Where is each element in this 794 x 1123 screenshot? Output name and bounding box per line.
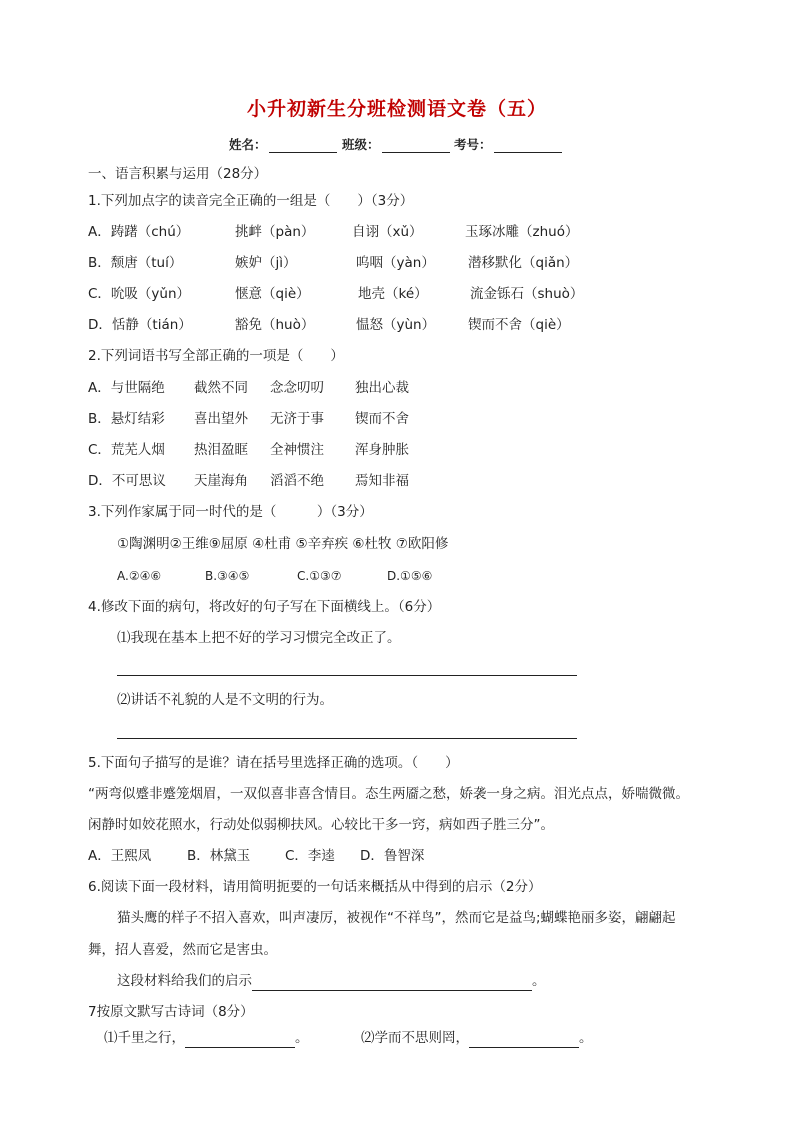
- exam-no-field: [454, 135, 562, 153]
- name-label: 姓名：: [229, 137, 267, 152]
- page-title: 小升初新生分班检测语文卷（五）: [246, 98, 547, 120]
- q2-option: C．荒芜人烟: [88, 442, 165, 458]
- q5-option: C．李逵: [285, 848, 335, 864]
- q7-item-2: [361, 1028, 593, 1048]
- q1-option: 豁免（huò）: [235, 317, 315, 333]
- q5-option: A．王熙凤: [88, 848, 152, 864]
- q7-item-1: [104, 1028, 309, 1048]
- class-field: [342, 135, 450, 153]
- exam-no-label: 考号：: [454, 137, 492, 152]
- q2-option: D．不可思议: [88, 473, 166, 489]
- q2-option: 天崖海角: [194, 473, 248, 489]
- q6-answer-prefix: 这段材料给我们的启示: [117, 973, 252, 989]
- q4-sentence-2: ⑵讲话不礼貌的人是不文明的行为。: [117, 692, 333, 708]
- name-field: [229, 135, 337, 153]
- q6-answer-row: [117, 971, 546, 991]
- q7-item-1-suffix: 。: [295, 1030, 309, 1046]
- q2-option: 喜出望外: [194, 411, 248, 427]
- q5-quote-line-2: 闲静时如姣花照水，行动处似弱柳扶风。心较比干多一窍，病如西子胜三分”。: [88, 817, 554, 833]
- class-label: 班级：: [342, 137, 380, 152]
- q2-option: 滔滔不绝: [270, 473, 324, 489]
- q3-option: C.①③⑦: [297, 569, 342, 583]
- q1-option: 锲而不舍（qiè）: [468, 317, 570, 333]
- q7-item-2-blank[interactable]: [469, 1033, 579, 1048]
- exam-no-blank: [494, 139, 562, 153]
- q1-option: B．颓唐（tuí）: [88, 255, 183, 271]
- q1-stem: 1.下列加点字的读音完全正确的一组是（ ）（3分）: [88, 193, 414, 209]
- q4-answer-line-2[interactable]: [117, 738, 577, 739]
- q1-option: 挑衅（pàn）: [235, 224, 315, 240]
- q6-paragraph-line-2: 舞，招人喜爱，然而它是害虫。: [88, 942, 277, 958]
- q3-option: A.②④⑥: [117, 569, 162, 583]
- q7-item-2-prefix: ⑵学而不思则罔，: [361, 1030, 469, 1046]
- q4-sentence-1: ⑴我现在基本上把不好的学习习惯完全改正了。: [117, 630, 401, 646]
- q1-option: 流金铄石（shuò）: [470, 286, 584, 302]
- q3-option: D.①⑤⑥: [387, 569, 433, 583]
- q1-option: 地壳（ké）: [358, 286, 428, 302]
- q1-option: 惬意（qiè）: [235, 286, 310, 302]
- q4-stem: 4.修改下面的病句，将改好的句子写在下面横线上。（6分）: [88, 599, 441, 615]
- q7-item-2-suffix: 。: [579, 1030, 593, 1046]
- q2-option: A．与世隔绝: [88, 380, 165, 396]
- q1-option: 潜移默化（qiǎn）: [468, 255, 579, 271]
- q6-answer-blank[interactable]: [252, 976, 532, 991]
- q2-option: 锲而不舍: [355, 411, 409, 427]
- q2-option: B．悬灯结彩: [88, 411, 165, 427]
- q5-quote-line-1: “两弯似蹙非蹙笼烟眉，一双似喜非喜含情目。态生两靥之愁，娇袭一身之病。泪光点点，娇喘微微。: [88, 786, 689, 802]
- q1-option: 呜咽（yàn）: [356, 255, 435, 271]
- q2-option: 念念叨叨: [270, 380, 324, 396]
- q1-option: D．恬静（tián）: [88, 317, 192, 333]
- q1-option: 愠怒（yùn）: [356, 317, 436, 333]
- q1-option: 自诩（xǔ）: [352, 224, 423, 240]
- q2-option: 独出心裁: [355, 380, 409, 396]
- q2-option: 热泪盈眶: [194, 442, 248, 458]
- q1-option: 玉琢冰雕（zhuó）: [465, 224, 579, 240]
- q2-option: 全神惯注: [270, 442, 324, 458]
- q2-option: 截然不同: [194, 380, 248, 396]
- q4-answer-line-1[interactable]: [117, 675, 577, 676]
- q6-answer-suffix: 。: [532, 973, 546, 989]
- q7-item-1-blank[interactable]: [185, 1033, 295, 1048]
- q5-option: B．林黛玉: [187, 848, 251, 864]
- q2-option: 焉知非福: [355, 473, 409, 489]
- q6-stem: 6.阅读下面一段材料，请用简明扼要的一句话来概括从中得到的启示（2分）: [88, 879, 542, 895]
- q2-stem: 2.下列词语书写全部正确的一项是（ ）: [88, 348, 344, 364]
- q3-stem: 3.下列作家属于同一时代的是（ ）（3分）: [88, 504, 373, 520]
- q7-item-1-prefix: ⑴千里之行，: [104, 1030, 185, 1046]
- q6-paragraph-line-1: 猫头鹰的样子不招入喜欢，叫声凄厉，被视作“不祥鸟”，然而它是益鸟;蝴蝶艳丽多姿，翩翩起: [117, 910, 676, 926]
- section-heading: 一、语言积累与运用（28分）: [88, 166, 268, 182]
- q3-author-list: ①陶渊明②王维⑨屈原 ④杜甫 ⑤辛弃疾 ⑥杜牧 ⑦欧阳修: [117, 536, 449, 552]
- q1-option: C．吮吸（yǔn）: [88, 286, 191, 302]
- class-blank: [382, 139, 450, 153]
- name-blank: [269, 139, 337, 153]
- q5-stem: 5.下面句子描写的是谁？请在括号里选择正确的选项。（ ）: [88, 755, 459, 771]
- q3-option: B.③④⑤: [205, 569, 250, 583]
- q2-option: 无济于事: [270, 411, 324, 427]
- q1-option: A．踌躇（chú）: [88, 224, 190, 240]
- q2-option: 浑身肿胀: [355, 442, 409, 458]
- q7-stem: 7按原文默写古诗词（8分）: [88, 1004, 254, 1020]
- q1-option: 嫉妒（jì）: [235, 255, 297, 271]
- q5-option: D．鲁智深: [360, 848, 425, 864]
